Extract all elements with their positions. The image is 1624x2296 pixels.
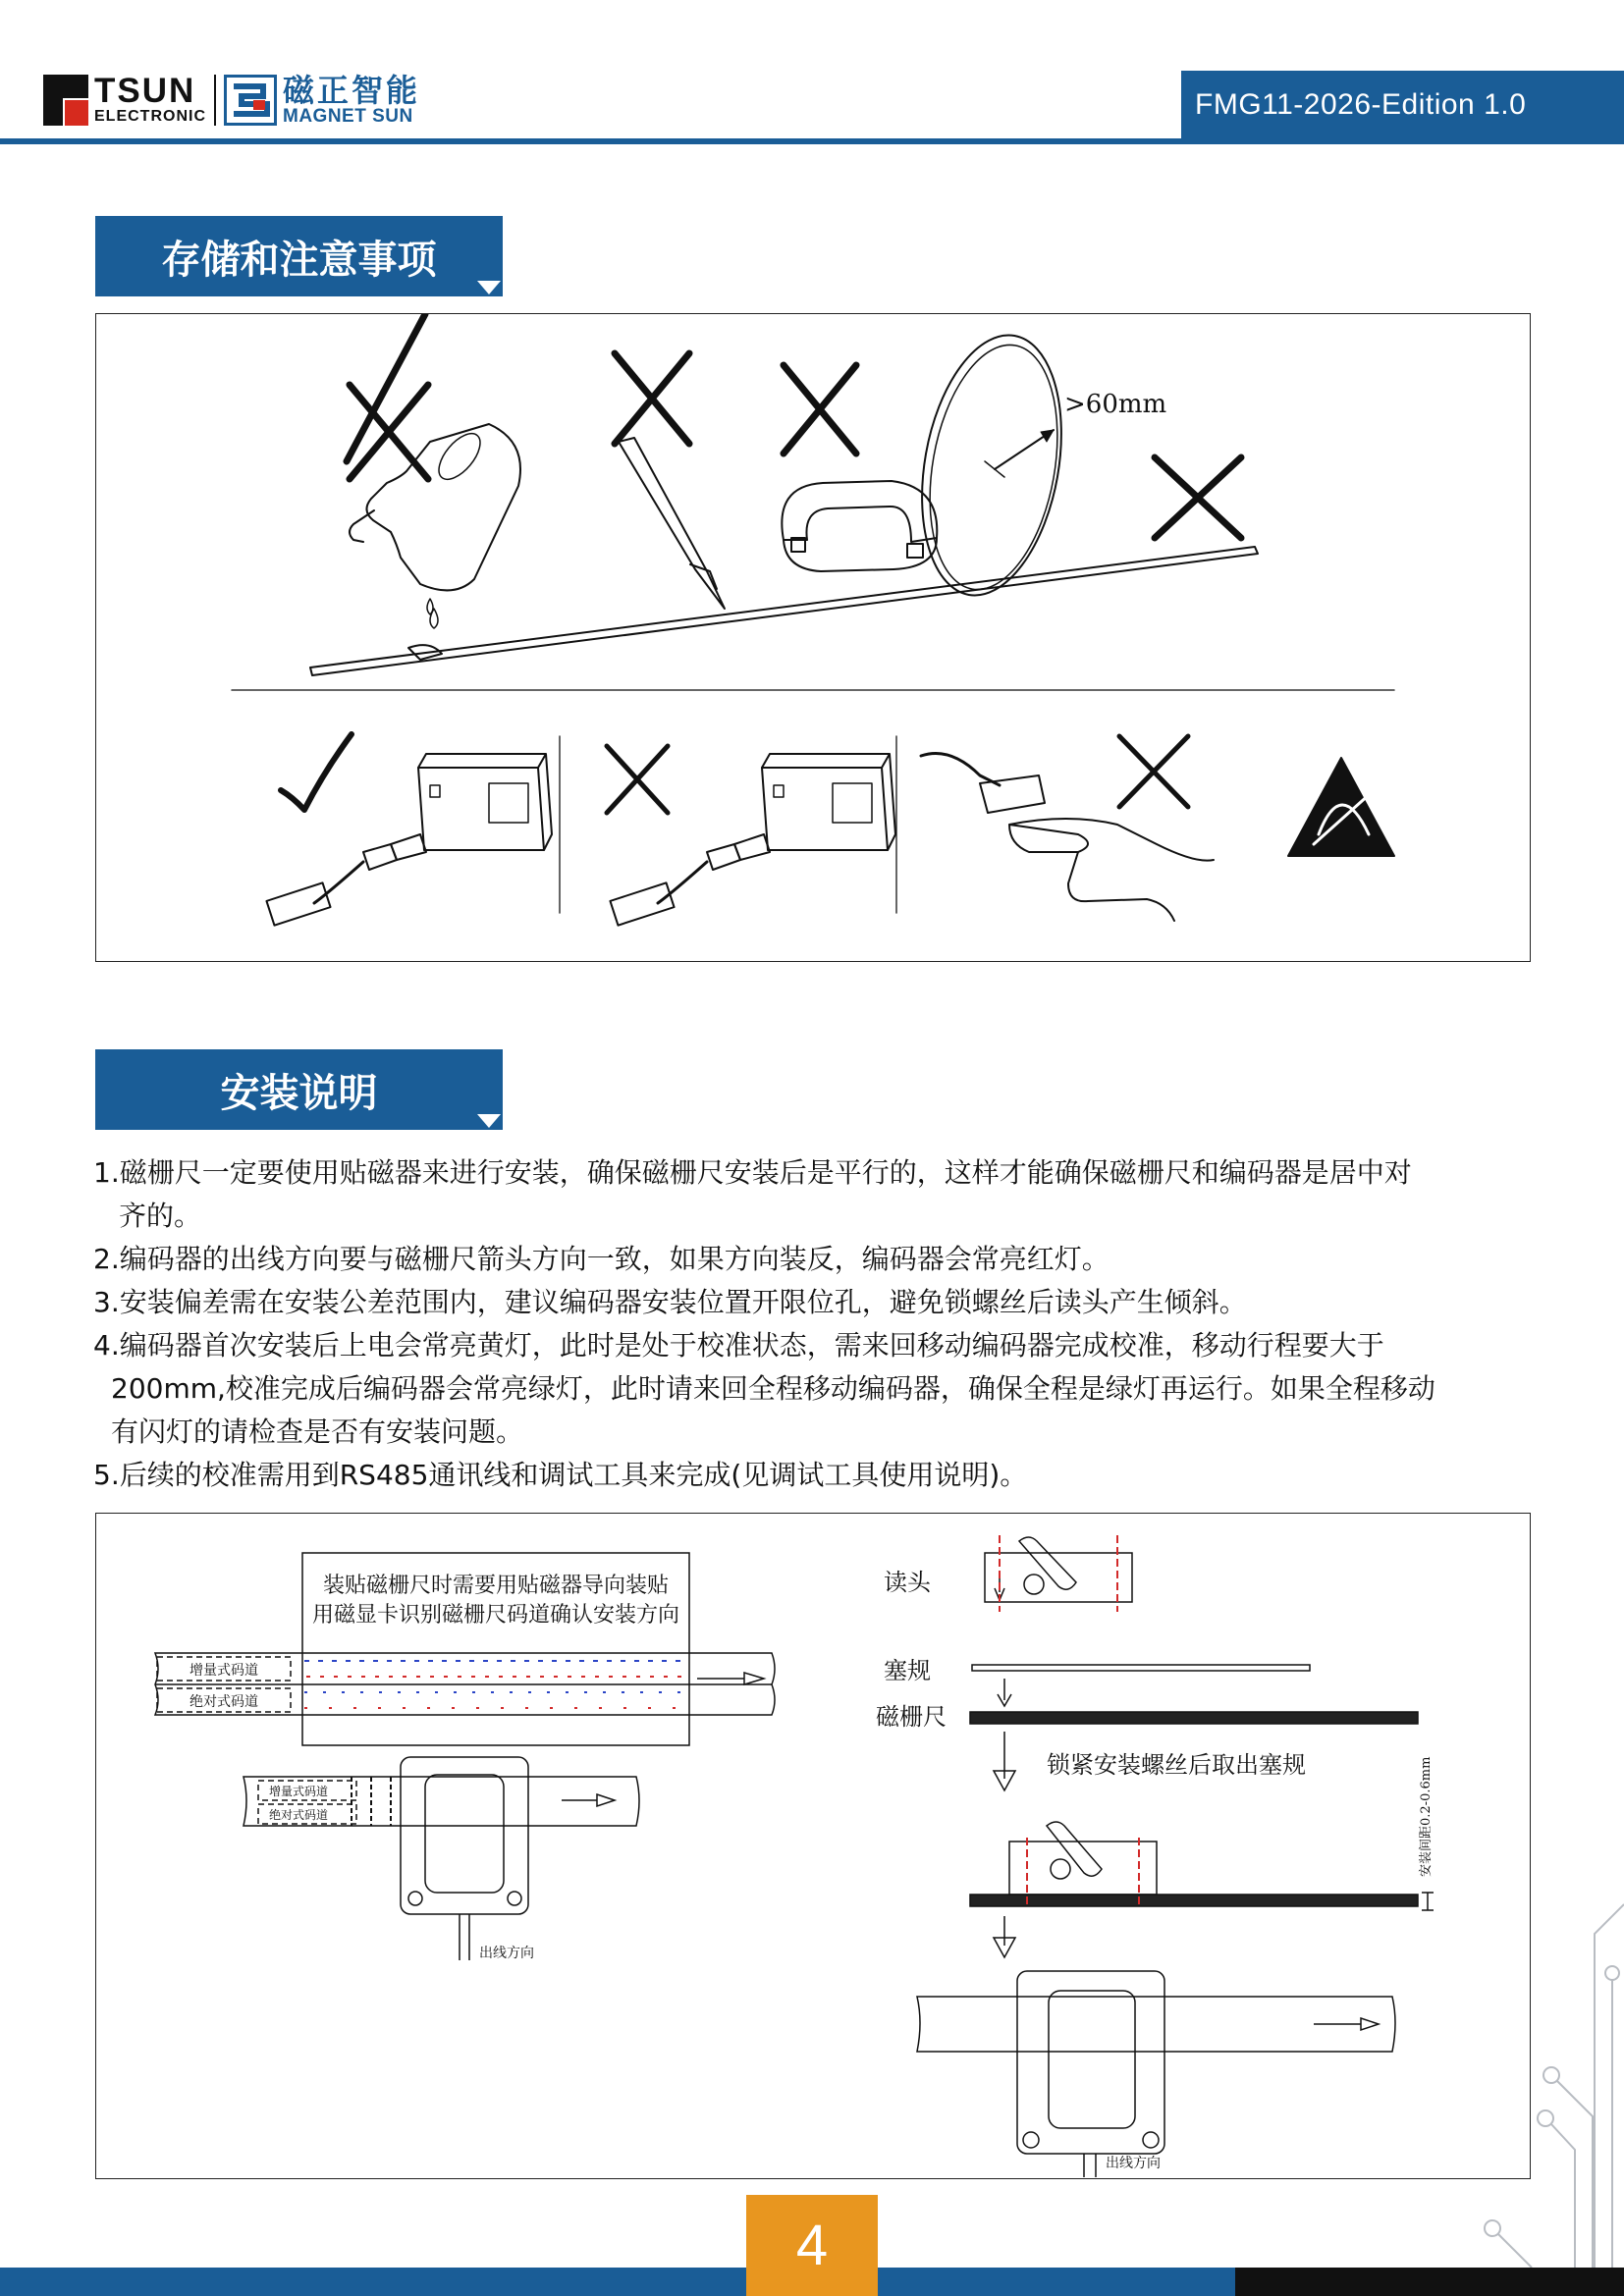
magnetsun-logo-icon: [224, 75, 277, 126]
instruction-4-line-1: 4.编码器首次安装后上电会常亮黄灯，此时是处于校准状态，需来回移动编码器完成校准，移动行程要大于: [93, 1329, 1384, 1362]
instruction-2: 2.编码器的出线方向要与磁栅尺箭头方向一致，如果方向装反，编码器会常亮红灯。: [93, 1243, 1110, 1275]
install-diagram-box: [95, 1513, 1531, 2179]
storage-illustration: [96, 314, 1530, 961]
footer-bar-middle: [878, 2268, 1235, 2296]
brand-en-sub: ELECTRONIC: [94, 108, 206, 125]
absolute-track-label-lower: 绝对式码道: [268, 1808, 329, 1822]
storage-title-text: 存储和注意事项: [161, 237, 437, 283]
instruction-1-line-1: 1.磁栅尺一定要使用贴磁器来进行安装，确保磁栅尺安装后是平行的，这样才能确保磁栅尺和编码器是居中对: [93, 1156, 1412, 1189]
cable-direction-label: 出线方向: [479, 1946, 534, 1961]
header-rule: [0, 138, 1624, 144]
logo-divider: [214, 75, 216, 126]
diagram-note-line-1: 装贴磁栅尺时需要用贴磁器导向装贴: [322, 1574, 670, 1598]
scale-label: 磁栅尺: [876, 1703, 947, 1731]
tsun-logo-icon: [43, 75, 88, 126]
instruction-5: 5.后续的校准需用到RS485通讯线和调试工具来完成(见调试工具使用说明)。: [93, 1459, 1028, 1491]
instruction-4-line-2: 200mm,校准完成后编码器会常亮绿灯，此时请来回全程移动编码器，确保全程是绿灯再运行。如果全程移动: [111, 1372, 1435, 1405]
storage-section-title: [95, 216, 503, 296]
install-diagram: [96, 1514, 1530, 2178]
incremental-track-label-lower: 增量式码道: [268, 1785, 329, 1798]
title-corner-triangle: [477, 1114, 501, 1128]
brand-en: TSUN: [94, 72, 196, 110]
read-head-label: 读头: [884, 1569, 931, 1596]
title-corner-triangle: [477, 281, 501, 294]
absolute-track-label: 绝对式码道: [189, 1694, 258, 1710]
brand-cn-sub: MAGNET SUN: [283, 106, 413, 127]
company-logo: [43, 73, 420, 128]
circuit-decoration: [1473, 1865, 1624, 2268]
footer-bar-left: [0, 2268, 746, 2296]
footer-bar-right: [1235, 2268, 1624, 2296]
bend-radius-label: >60mm: [1064, 390, 1167, 419]
shim-label: 塞规: [884, 1657, 931, 1684]
install-section-title: [95, 1049, 503, 1130]
storage-illustration-box: [95, 313, 1531, 962]
install-title-text: 安装说明: [220, 1070, 378, 1116]
incremental-track-label: 增量式码道: [189, 1663, 258, 1679]
instruction-1-line-2: 齐的。: [119, 1200, 202, 1232]
cable-direction-label-lower: 出线方向: [1106, 2156, 1161, 2171]
instruction-4-line-3: 有闪灯的请检查是否有安装问题。: [111, 1415, 524, 1448]
instruction-3: 3.安装偏差需在安装公差范围内，建议编码器安装位置开限位孔，避免锁螺丝后读头产生倾斜。: [93, 1286, 1247, 1318]
diagram-note-line-2: 用磁显卡识别磁栅尺码道确认安装方向: [311, 1603, 680, 1628]
lock-note-label: 锁紧安装螺丝后取出塞规: [1047, 1751, 1306, 1779]
page-number: 4: [746, 2195, 878, 2296]
install-instructions: [93, 1151, 1546, 1497]
gap-note-label: 安装间距0.2-0.6mm: [1419, 1756, 1434, 1877]
brand-cn: 磁正智能: [283, 72, 421, 109]
edition-label: FMG11-2026-Edition 1.0: [1181, 71, 1624, 139]
